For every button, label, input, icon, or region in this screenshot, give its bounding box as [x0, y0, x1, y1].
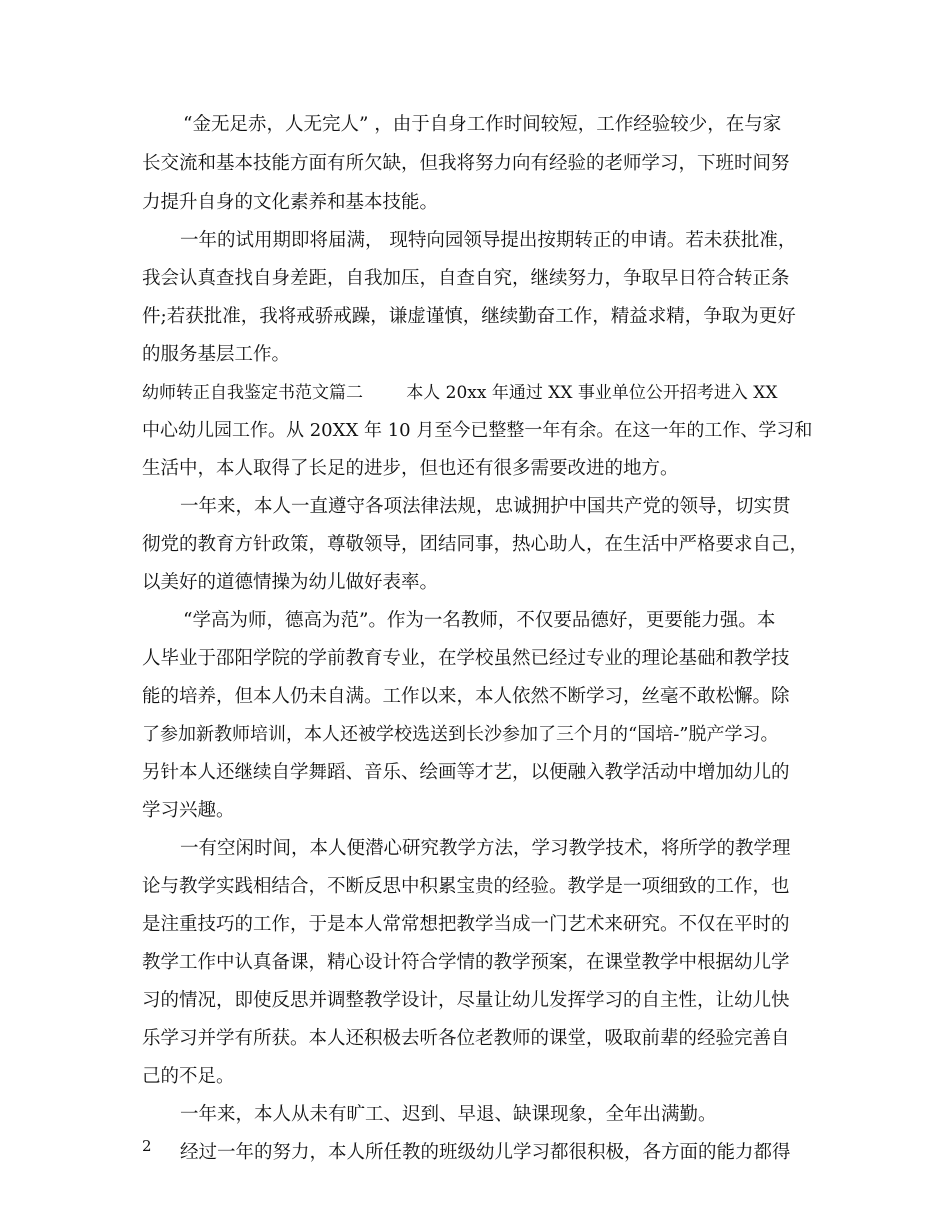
text-line: 了参加新教师培训，本人还被学校选送到长沙参加了三个月的“国培-”脱产学习。: [142, 724, 779, 745]
text-line: 人毕业于邵阳学院的学前教育专业，在学校虽然已经过专业的理论基础和教学技: [142, 648, 790, 669]
text-line: 是注重技巧的工作，于是本人常常想把教学当成一门艺术来研究。不仅在平时的: [142, 914, 790, 935]
section-heading-line: 幼师转正自我鉴定书范文篇二 本人 20xx 年通过 XX 事业单位公开招考进入 XX: [142, 383, 778, 403]
text-line: 件;若获批准，我将戒骄戒躁，谦虚谨慎，继续勤奋工作，精益求精，争取为更好: [142, 306, 796, 327]
text-line: 一年的试用期即将届满， 现特向园领导提出按期转正的申请。若未获批准，: [180, 230, 797, 251]
text-line: 我会认真查找自身差距，自我加压，自查自究，继续努力，争取早日符合转正条: [142, 268, 790, 289]
text-line: 学习兴趣。: [142, 800, 235, 821]
text-line: 彻党的教育方针政策，尊敬领导，团结同事，热心助人，在生活中严格要求自己，: [142, 534, 809, 555]
text-line: 生活中，本人取得了长足的进步，但也还有很多需要改进的地方。: [142, 458, 679, 479]
text-line: 一年来，本人一直遵守各项法律法规，忠诚拥护中国共产党的领导，切实贯: [180, 496, 791, 517]
text-line: 乐学习并学有所获。本人还积极去听各位老教师的课堂，吸取前辈的经验完善自: [142, 1028, 790, 1049]
text-line: 经过一年的努力，本人所任教的班级幼儿学习都很积极，各方面的能力都得: [180, 1142, 791, 1163]
text-line: 论与教学实践相结合，不断反思中积累宝贵的经验。教学是一项细致的工作，也: [142, 876, 790, 897]
text-line: 另针本人还继续自学舞蹈、音乐、绘画等才艺，以便融入教学活动中增加幼儿的: [142, 762, 790, 783]
text-line: “学高为师，德高为范”。作为一名教师，不仅要品德好，更要能力强。本: [183, 610, 776, 631]
text-line: 习的情况，即使反思并调整教学设计，尽量让幼儿发挥学习的自主性，让幼儿快: [142, 990, 790, 1011]
text-line: 一年来，本人从未有旷工、迟到、早退、缺课现象，全年出满勤。: [180, 1104, 717, 1125]
text-line: 长交流和基本技能方面有所欠缺，但我将努力向有经验的老师学习，下班时间努: [142, 153, 790, 174]
text-line: “金无足赤，人无完人” ，由于自身工作时间较短，工作经验较少，在与家: [183, 114, 782, 135]
page-number: 2: [142, 1137, 152, 1155]
text-line: 的服务基层工作。: [142, 344, 291, 365]
text-line: 中心幼儿园工作。从 20XX 年 10 月至今已整整一年有余。在这一年的工作、学习和: [142, 420, 813, 441]
text-line: 己的不足。: [142, 1066, 235, 1087]
text-line: 以美好的道德情操为幼儿做好表率。: [142, 572, 439, 593]
text-line: 能的培养，但本人仍未自满。工作以来，本人依然不断学习，丝毫不敢松懈。除: [142, 686, 790, 707]
text-line: 教学工作中认真备课，精心设计符合学情的教学预案，在课堂教学中根据幼儿学: [142, 952, 790, 973]
text-line: 力提升自身的文化素养和基本技能。: [142, 192, 439, 213]
text-line: 一有空闲时间，本人便潜心研究教学方法，学习教学技术，将所学的教学理: [180, 838, 791, 859]
